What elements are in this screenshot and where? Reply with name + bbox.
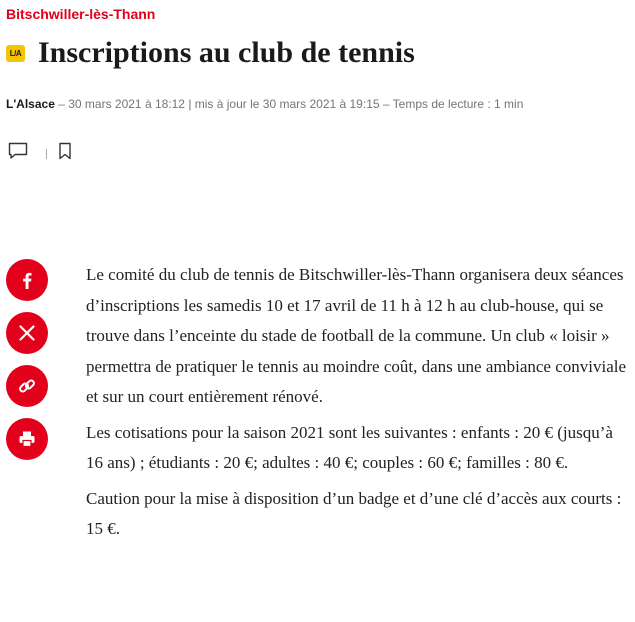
- article-paragraph: Le comité du club de tennis de Bitschwiller-lès-Thann organisera deux séances d’inscriptions les samedis 10 et 17 avril de 11 h à 12 h au club-house, qui se trouve dans l’enceinte du stade de football de la commune. Un club « loisir » permettra de pratiquer le tennis au moindre coût, dans une ambiance conviviale et sur un court entièrement rénové.: [86, 265, 627, 406]
- article-paragraph: Les cotisations pour la saison 2021 sont les suivantes : enfants : 20 € (jusqu’à 16 ans) ; étudiants : 20 €; adultes : 40 €; couples : 60 €; familles : 80 €.: [86, 422, 613, 472]
- share-bar: [6, 259, 48, 471]
- page-title: Inscriptions au club de tennis: [38, 36, 415, 69]
- comment-icon: [8, 142, 28, 160]
- facebook-icon: [19, 271, 35, 289]
- share-facebook-button[interactable]: [6, 259, 48, 301]
- article-body: [86, 260, 628, 550]
- byline-dates: – 30 mars 2021 à 18:12 | mis à jour le 30 mars 2021 à 19:15 – Temps de lecture : 1 min: [54, 97, 524, 111]
- bookmark-icon: [58, 142, 72, 160]
- article-paragraph: Caution pour la mise à disposition d’un badge et d’une clé d’accès aux courts : 15 €.: [86, 488, 622, 538]
- byline-source[interactable]: L'Alsace: [6, 97, 55, 111]
- title-row: [6, 36, 415, 70]
- share-x-button[interactable]: [6, 312, 48, 354]
- share-link-button[interactable]: [6, 365, 48, 407]
- bookmark-button[interactable]: [58, 142, 72, 165]
- x-icon: [19, 325, 35, 341]
- share-print-button[interactable]: [6, 418, 48, 460]
- lalsace-logo-badge: L/A: [6, 45, 25, 62]
- section-kicker-link[interactable]: Bitschwiller-lès-Thann: [6, 6, 156, 22]
- print-icon: [18, 430, 36, 448]
- comment-button[interactable]: [8, 142, 28, 165]
- link-icon: [18, 377, 36, 395]
- actions-divider: [46, 149, 47, 159]
- byline: [6, 97, 523, 111]
- article-actions: [8, 142, 72, 165]
